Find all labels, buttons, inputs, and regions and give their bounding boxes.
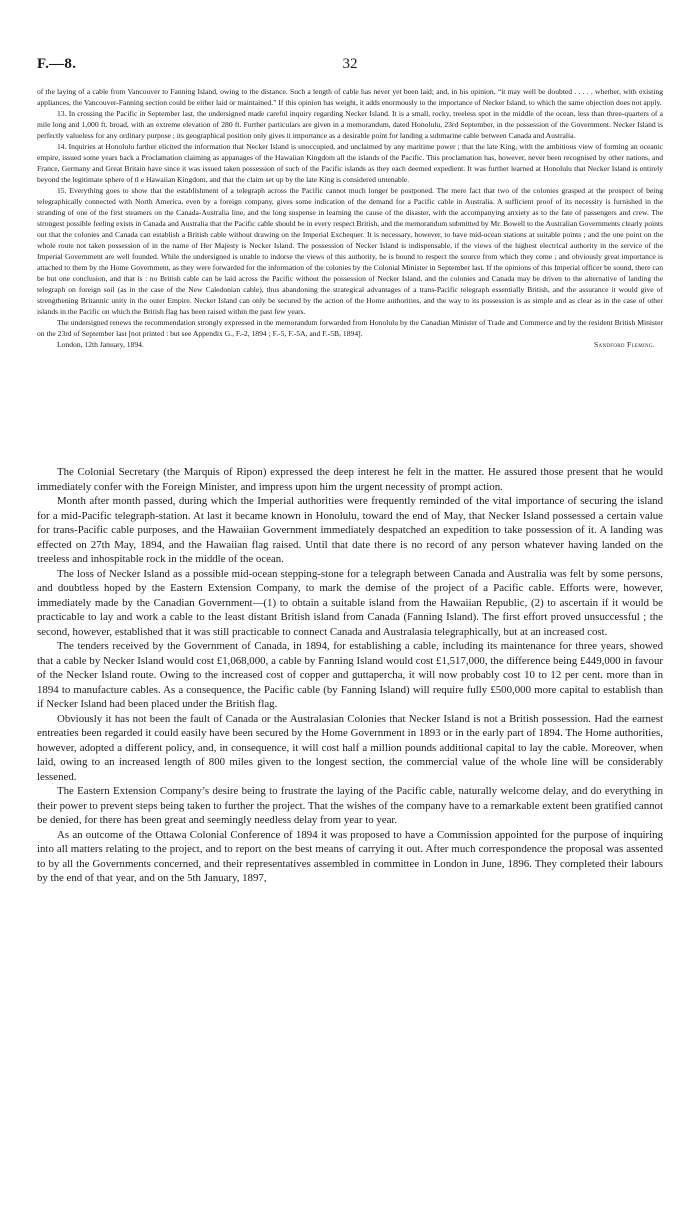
body-paragraph: Month after month passed, during which the Imperial authorities were frequently reminded of the vital importance of securing the island for a mid-Pacific telegraph-station. At last it became known in Honolulu, toward the end of May, that Necker Island possessed a certain value for trans-Pacific cable purposes, and the Hawaiian Government immediately despatched an expedition to take possession of it. A landing was effected on 27th May, 1894, and the Hawaiian flag raised. Until that date there is no record of any person whatever having landed on the treeless and inhospitable rock in the middle of the ocean.: [37, 495, 663, 565]
page-header: [37, 56, 663, 78]
quote-paragraph: 15. Everything goes to show that the establishment of a telegraph across the Pacific cannot much longer be postponed. The mere fact that two of the colonies grasped at the prospect of being telegraphically connected with North America, even by a foreign company, gives some indication of the demand for a Pacific cable in Australia. A sufficient proof of its necessity is furnished in the stranding of one of the first steamers on the Canada-Australia line, and the long suspense in learning the cause of the disaster, with the accompanying anxiety as to the fate of passengers and crew. The strongest possible feeling exists in Canada and Australia that the Pacific cable should be in every respect British, and the memorandum submitted by Mr. Bowell to the Australian Governments clearly points out that the colonies and Canada can establish a British cable without drawing on the Imperial Exchequer. It is necessary, however, to have mid-ocean stations at suitable points ; and the one point on the whole route not taken possession of in the name of Her Majesty is Necker Island. The possession of Necker Island is indispensable, if the views of the highest electrical authority in the service of the Imperial Government are well founded. While the undersigned is unable to indorse the views of this authority, he is bound to respect the source from which they come ; and obviously great importance is attached to them by the Home Government, as they were forwarded for the information of the colonies by the Colonial Minister in September last. If the opinions of this Imperial officer be sound, there can be but one conclusion, and that is : no British cable can be laid across the Pacific without the possession of Necker Island, and the colonies and Canada may be driven to the alternative of landing the telegraph on foreign soil (as in the case of the New Caledonian cable), thus abandoning the strategical advantages of a trans-Pacific telegraph essentially British, and the assurance it would give of strengthening Britannic unity in the outer Empire. Necker Island can only be secured by the action of the Home authorities, and the way to its possession is as simple and as clear as in the case of other islands in the Pacific on which the British flag has been raised within the past few years.: [37, 186, 663, 316]
place-and-date: London, 12th January, 1894.: [57, 340, 144, 349]
body-paragraph: As an outcome of the Ottawa Colonial Conference of 1894 it was proposed to have a Commission appointed for the purpose of inquiring into all matters relating to the project, and to report on the best means of carrying it out. After much correspondence the proposal was assented to by all the Governments concerned, and their representatives assembled in committee in London in June, 1896. They completed their labours by the end of that year, and on the 5th January, 1897,: [37, 828, 663, 884]
body-paragraph: The tenders received by the Government of Canada, in 1894, for establishing a cable, including its maintenance for three years, showed that a cable by Necker Island would cost £1,068,000, a cable by Fanning Island would cost £1,517,000, the difference being £449,000 in favour of the Necker Island route. Owing to the increased cost of copper and guttapercha, it will now probably cost 10 to 12 per cent. more than in 1894 to manufacture cables. As a consequence, the Pacific cable (by Fanning Island) will require fully £500,000 more capital to establish than if Necker Island had been placed under the British flag.: [37, 640, 663, 710]
body-paragraph: Obviously it has not been the fault of Canada or the Australasian Colonies that Necker Island is not a British possession. Had the earnest entreaties been regarded it could easily have been secured by the Home Government in 1893 or in the early part of 1894. The Home authorities, however, adopted a different policy, and, in consequence, it will cost half a million pounds additional capital to lay the cable. Moreover, when laid, owing to an increased length of 800 miles given to the longest section, the commercial value of the whole line will be considerably lessened.: [37, 712, 663, 783]
quote-paragraph: 13. In crossing the Pacific in September last, the undersigned made careful inquiry regarding Necker Island. It is a small, rocky, treeless spot in the middle of the ocean, less than three-quarters of a mile long and 1,000 ft. broad, with an extreme elevation of 280 ft. Further particulars are given in a memorandum, dated Honolulu, 23rd September, in the possession of the Government. Necker Island is perfectly valueless for any ordinary purpose ; its geographical position only gives it importance as a desirable point for landing a submarine cable between Canada and Australia.: [37, 109, 663, 140]
body-paragraph: The loss of Necker Island as a possible mid-ocean stepping-stone for a telegraph between Canada and Australia was felt by some persons, and doubtless hoped by the Eastern Extension Company, to mark the demise of the project of a Pacific cable. Efforts were, however, immediately made by the Canadian Government—(1) to obtain a suitable island from the Hawaiian Republic, (2) to ascertain if it would be practicable to lay and work a cable to the least distant British island from Canada (Fanning Island). The first effort proved unsuccessful ; the second, however, established that it was still practicable to connect Canada and Australasia telegraphically, but at an increased cost.: [37, 567, 663, 638]
quote-paragraph: 14. Inquiries at Honolulu farther elicited the information that Necker Island is unoccupied, and unclaimed by any maritime power ; that the late King, with the ambitious view of forming an oceanic empire, issued some years back a Proclamation claiming as appanages of the Hawaiian Kingdom all the islands of the Pacific. This proclamation has, however, never been recognised by other nations, and France, Germany and Great Britain have since it was issued taken possession of such of the Pacific islands as they each deemed expedient. It was further learned at Honolulu that Necker Island is entirely beyond the legitimate sphere of tl e Hawaiian Kingdom, and that the claim set up by the late King is considered untenable.: [37, 142, 663, 184]
body-paragraph: The Colonial Secretary (the Marquis of Ripon) expressed the deep interest he felt in the matter. He assured those present that he would immediately confer with the Foreign Minister, and impress upon him the urgent necessity of prompt action.: [37, 466, 663, 493]
quoted-memorandum: [37, 86, 663, 350]
body-paragraph: The Eastern Extension Company’s desire being to frustrate the laying of the Pacific cable, naturally welcome delay, and do everything in their power to prevent steps being taken to further the project. That the wishes of the company have to a remarkable extent been gratified cannot be denied, for there has been great and seemingly needless delay from year to year.: [37, 785, 663, 826]
signatory-name: Sandford Fleming.: [594, 340, 655, 349]
signature-line: [37, 339, 663, 350]
page-number: 32: [342, 56, 358, 72]
quote-paragraph: of the laying of a cable from Vancouver to Fanning Island, owing to the distance. Such a length of cable has never yet been laid; and, in his opinion, “it may well be doubted . . . . . whether, with existing appliances, the Vancouver-Fanning section could be either laid or maintained.” If this opinion has weight, it adds enormously to the importance of Necker Island, to which the same objection does not apply.: [37, 87, 663, 107]
quote-paragraph: The undersigned renews the recommendation strongly expressed in the memorandum forwarded from Honolulu by the Canadian Minister of Trade and Commerce and by the resident British Minister on the 23rd of September last [not printed : but see Appendix G., F.-2, 1894 ; F.-5, F.-5A, and F.-5B, 1894].: [37, 318, 663, 338]
document-reference: F.—8.: [37, 56, 77, 72]
main-text: [37, 465, 663, 886]
